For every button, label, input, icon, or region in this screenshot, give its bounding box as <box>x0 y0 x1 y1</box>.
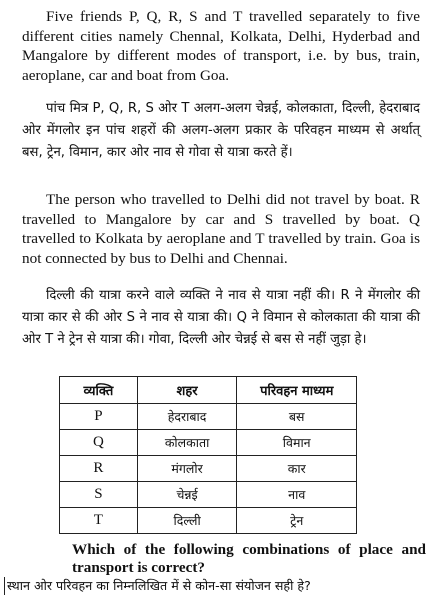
cell-person: T <box>60 508 138 534</box>
cell-person: P <box>60 404 138 430</box>
table-row <box>60 508 357 534</box>
table-row <box>60 404 357 430</box>
question-hindi: स्थान ओर परिवहन का निम्नलिखित में से कोन-सा संयोजन सही हे? <box>4 577 436 595</box>
english-clues-paragraph: The person who travelled to Delhi did not travel by boat. R travelled to Mangalore by car and S travelled by boat. Q travelled to Kolkata by aeroplane and T travelled by train. Goa is not connected by bus to Delhi and Chennai. <box>22 191 420 267</box>
cell-person: R <box>60 456 138 482</box>
solution-table <box>59 376 357 534</box>
table-row <box>60 482 357 508</box>
header-person: व्यक्ति <box>60 377 138 404</box>
cell-city: दिल्ली <box>137 508 237 534</box>
hindi-intro-paragraph: पांच मित्र P, Q, R, S ओर T अलग-अलग चेन्नई, कोलकाता, दिल्ली, हेदराबाद ओर मेंगलोर इन पांच शहरों की अलग-अलग प्रकार के परिवहन माध्यम से अर्थात् बस, ट्रेन, विमान, कार ओर नाव से गोवा से यात्रा करते हें। <box>22 101 420 161</box>
cell-city: कोलकाता <box>137 430 237 456</box>
english-intro-paragraph: Five friends P, Q, R, S and T travelled separately to five different cities namely Chennal, Kolkata, Delhi, Hyderbad and Mangalore by different modes of transport, i.e. by bus, train, aeroplane, car and boat from Goa. <box>22 8 420 84</box>
cell-city: चेन्नई <box>137 482 237 508</box>
cell-person: Q <box>60 430 138 456</box>
header-city: शहर <box>137 377 237 404</box>
cell-transport: ट्रेन <box>237 508 357 534</box>
table-row <box>60 430 357 456</box>
cell-transport: विमान <box>237 430 357 456</box>
cell-transport: बस <box>237 404 357 430</box>
cell-person: S <box>60 482 138 508</box>
cell-transport: नाव <box>237 482 357 508</box>
table-row <box>60 456 357 482</box>
cell-transport: कार <box>237 456 357 482</box>
table-header-row <box>60 377 357 404</box>
header-transport: परिवहन माध्यम <box>237 377 357 404</box>
cell-city: मंगलोर <box>137 456 237 482</box>
cell-city: हेदराबाद <box>137 404 237 430</box>
hindi-clues-paragraph: दिल्ली की यात्रा करने वाले व्यक्ति ने नाव से यात्रा नहीं की। R ने मेंगलोर की यात्रा कार से की ओर S ने नाव से यात्रा की। Q ने विमान से कोलकाता की यात्रा की ओर T ने ट्रेन से यात्रा की। गोवा, दिल्ली ओर चेन्नई से बस से नहीं जुड़ा हे। <box>22 288 420 348</box>
question-english: Which of the following combinations of place and transport is correct? <box>72 541 426 576</box>
